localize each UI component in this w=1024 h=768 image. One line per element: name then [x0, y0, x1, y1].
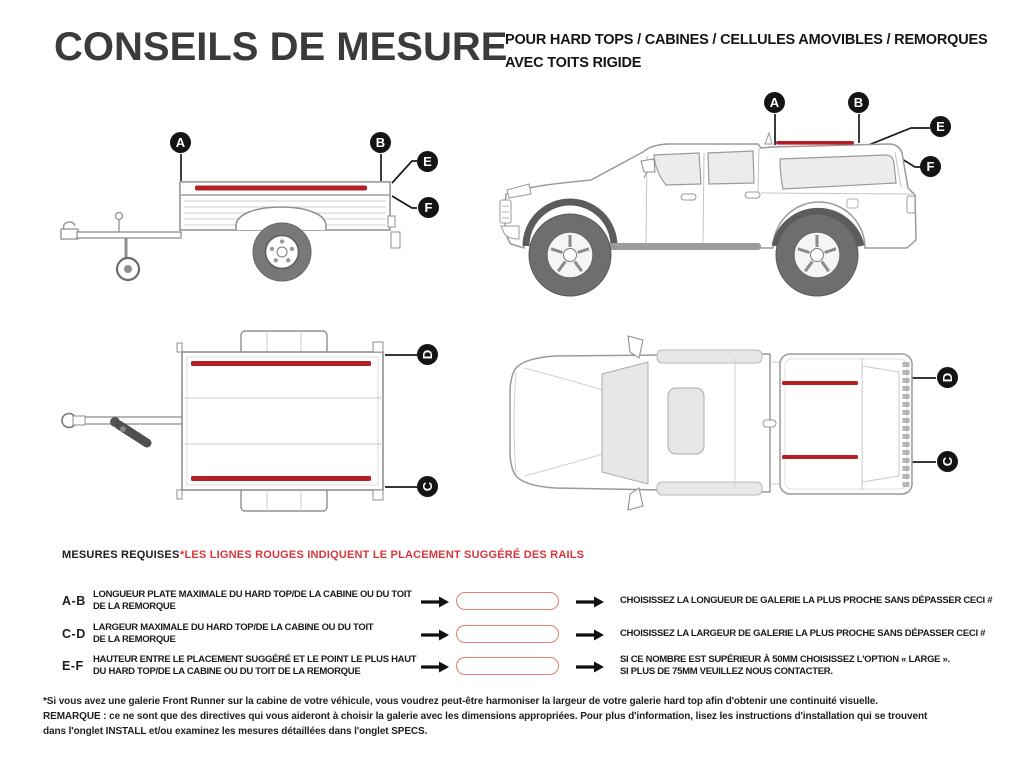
- measure-row-cd: [0, 618, 1024, 650]
- footer-line-3: dans l'onglet INSTALL et/ou examinez les mesures détaillées dans l'onglet SPECS.: [43, 726, 428, 737]
- callout-leader-lines: [385, 355, 417, 487]
- footer-line-2: REMARQUE : ce ne sont que des directives qui vous aideront à choisir la galerie avec les dimensions appropriées. Pour plus d'information, lisez les instructions d'installation qui se trouvent: [43, 711, 928, 722]
- measure-description: HAUTEUR ENTRE LE PLACEMENT SUGGÉRÉ ET LE POINT LE PLUS HAUT DU HARD TOP/DE LA CABINE OU DU TOIT DE LA REMORQUE: [93, 654, 417, 677]
- mirror: [628, 488, 643, 510]
- truck-side-drawing: [495, 83, 1010, 308]
- callout-f: F: [920, 156, 941, 177]
- canopy-top: [780, 354, 912, 494]
- footer-note: [43, 694, 1021, 739]
- measure-instruction: CHOISISSEZ LA LARGEUR DE GALERIE LA PLUS PROCHE SANS DÉPASSER CECI #: [620, 627, 986, 639]
- arrow-right-icon: [576, 596, 604, 608]
- red-lines-note: *LES LIGNES ROUGES INDIQUENT LE PLACEMENT SUGGÉRÉ DES RAILS: [180, 549, 585, 561]
- truck-top-drawing: [500, 332, 960, 532]
- canopy-window: [780, 155, 896, 189]
- side-windows-strip: [657, 482, 762, 495]
- arrow-right-icon: [421, 596, 449, 608]
- arrow-right-icon: [421, 629, 449, 641]
- trailer-drawbar: [61, 213, 181, 261]
- measure-row-ab: [0, 585, 1024, 617]
- truck-wheel: [529, 214, 611, 296]
- running-board: [603, 243, 761, 250]
- trailer-top-view-diagram: [55, 322, 460, 532]
- measure-description: LONGUEUR PLATE MAXIMALE DU HARD TOP/DE LA CABINE OU DU TOIT DE LA REMORQUE: [93, 589, 412, 612]
- callout-f: F: [418, 197, 439, 218]
- door-handle: [745, 192, 760, 198]
- callout-a: A: [170, 132, 191, 153]
- page-subtitle: [505, 29, 987, 75]
- callout-c: C: [417, 476, 438, 497]
- footer-line-1: *Si vous avez une galerie Front Runner sur la cabine de votre véhicule, vous voudrez peut-être harmoniser la largeur de votre galerie hard top afin d'obtenir une continuité visuelle.: [43, 696, 878, 707]
- truck-top-view-diagram: [500, 332, 960, 532]
- measure-row-ef: [0, 650, 1024, 682]
- trailer-side-drawing: [55, 98, 460, 313]
- page-title: CONSEILS DE MESURE: [54, 25, 508, 69]
- measure-instruction: SI CE NOMBRE EST SUPÉRIEUR À 50MM CHOISISSEZ L'OPTION « LARGE ». SI PLUS DE 75MM VEUILLEZ NOUS CONTACTER.: [620, 653, 950, 677]
- antenna: [765, 133, 772, 144]
- callout-d: D: [937, 367, 958, 388]
- windshield: [602, 362, 648, 484]
- taillight: [907, 196, 915, 213]
- mirror: [641, 159, 655, 172]
- measures-heading: MESURES REQUISES: [62, 549, 180, 561]
- trailer-bed-top: [182, 352, 383, 490]
- truck-side-view-diagram: [495, 83, 1010, 308]
- callout-d: D: [417, 344, 438, 365]
- subtitle-line-2: AVEC TOITS RIGIDE: [505, 55, 642, 71]
- measure-key: A-B: [62, 594, 86, 608]
- measurement-input-field: [456, 592, 559, 610]
- suggested-rail-line: [782, 455, 858, 459]
- arrow-right-icon: [576, 661, 604, 673]
- arrow-right-icon: [421, 661, 449, 673]
- callout-e: E: [417, 151, 438, 172]
- trailer-top-drawing: [55, 322, 460, 532]
- trailer-side-view-diagram: [55, 98, 460, 313]
- suggested-rail-line: [191, 361, 371, 366]
- subtitle-line-1: POUR HARD TOPS / CABINES / CELLULES AMOVIBLES / REMORQUES: [505, 32, 988, 48]
- measure-instruction: CHOISISSEZ LA LONGUEUR DE GALERIE LA PLUS PROCHE SANS DÉPASSER CECI #: [620, 594, 993, 606]
- callout-c: C: [937, 451, 958, 472]
- measure-description: LARGEUR MAXIMALE DU HARD TOP/DE LA CABINE OU DU TOIT DE LA REMORQUE: [93, 622, 374, 645]
- suggested-rail-line: [191, 476, 371, 481]
- door-handle: [763, 420, 776, 427]
- sunroof: [668, 388, 704, 454]
- arrow-right-icon: [576, 629, 604, 641]
- callout-b: B: [370, 132, 391, 153]
- measurement-input-field: [456, 625, 559, 643]
- jockey-wheel: [117, 258, 139, 280]
- side-windows-strip: [657, 350, 762, 363]
- trailer-rear-fittings: [388, 216, 400, 248]
- measurement-input-field: [456, 657, 559, 675]
- fuel-door: [847, 199, 858, 208]
- suggested-rail-line: [195, 186, 367, 191]
- trailer-drawbar-top: [62, 414, 183, 444]
- bumper: [501, 226, 519, 239]
- callout-a: A: [764, 92, 785, 113]
- callout-e: E: [930, 116, 951, 137]
- door-handle: [681, 194, 696, 200]
- measure-key: E-F: [62, 659, 84, 673]
- suggested-rail-line: [782, 381, 858, 385]
- callout-b: B: [848, 92, 869, 113]
- trailer-wheel: [253, 223, 311, 281]
- suggested-rail-line: [776, 141, 854, 145]
- measure-key: C-D: [62, 627, 86, 641]
